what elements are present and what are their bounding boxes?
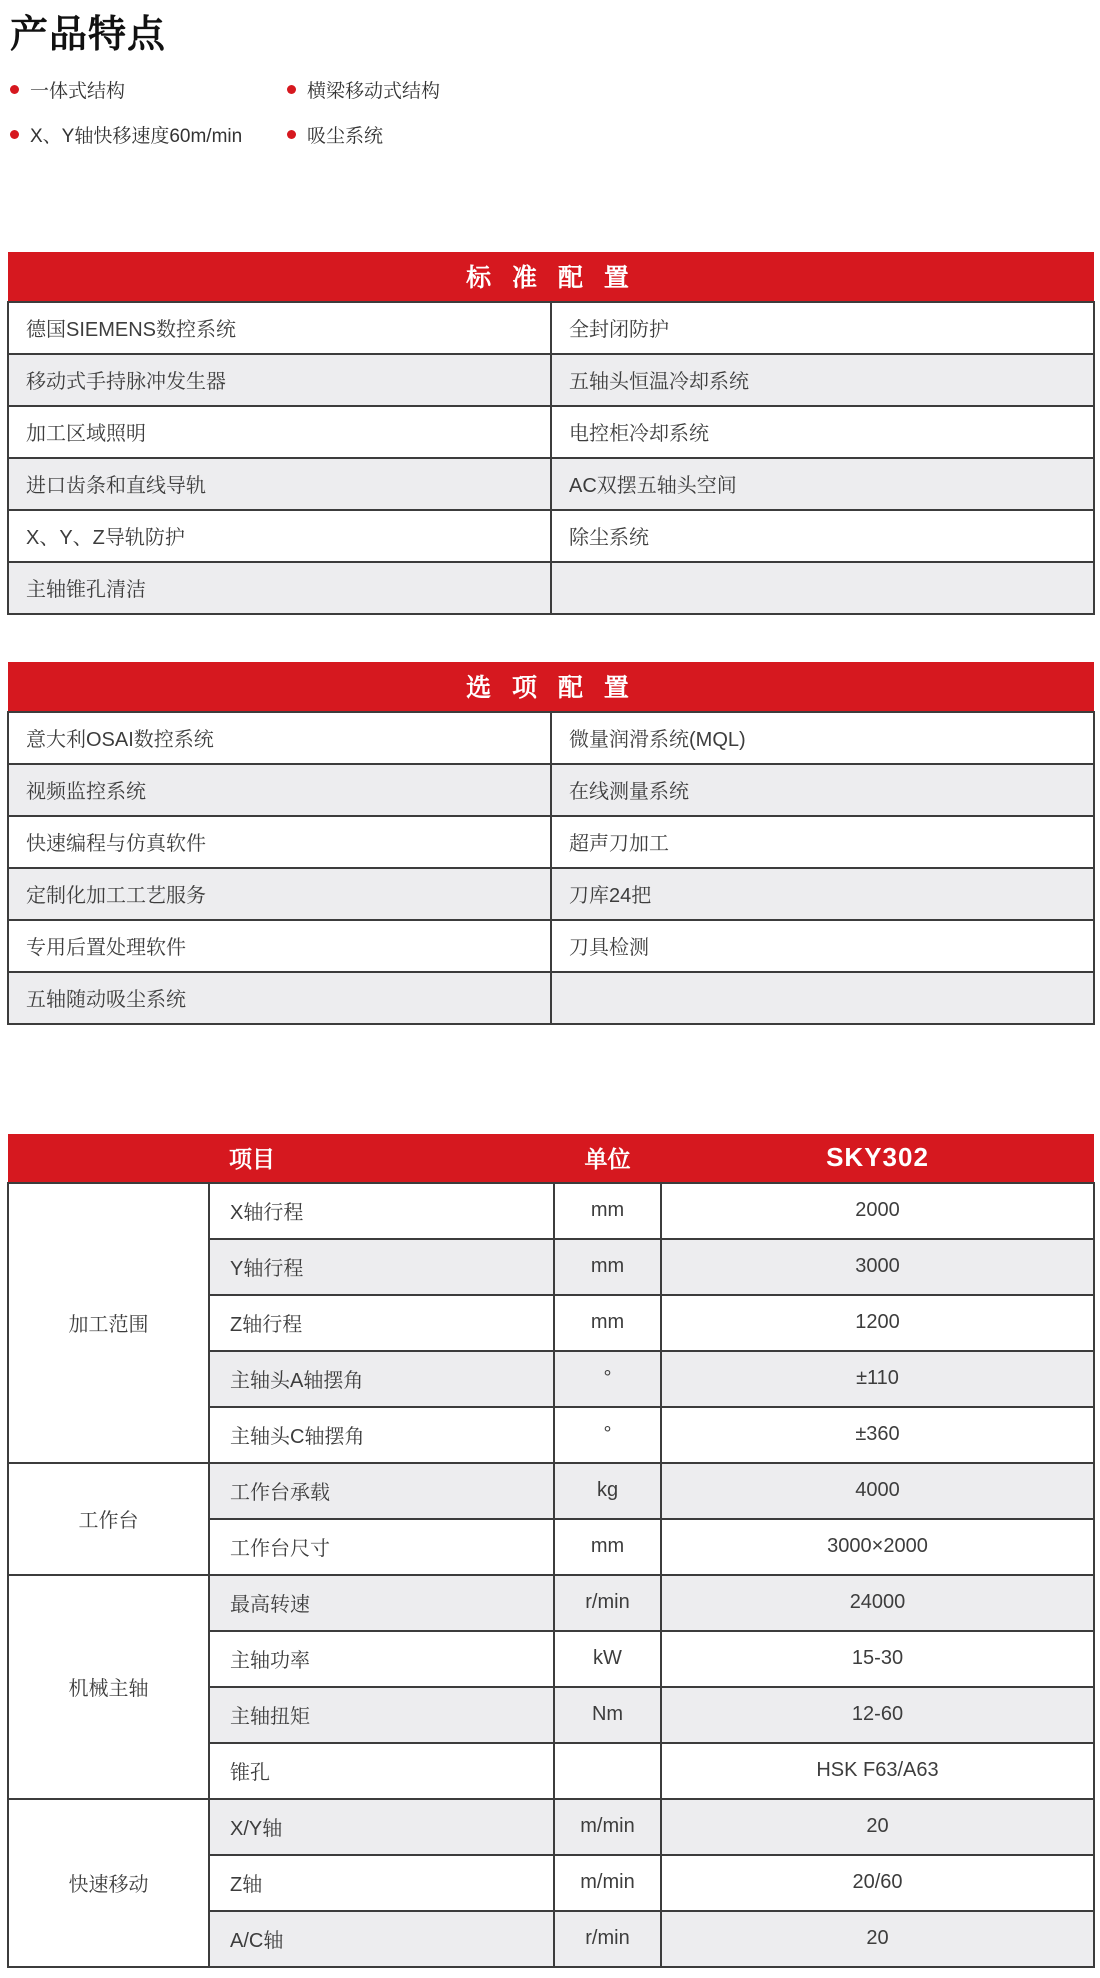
config-cell: 刀具检测 (551, 920, 1094, 972)
spec-header-model: SKY302 (661, 1134, 1094, 1183)
spec-value-cell: 24000 (661, 1575, 1094, 1631)
config-row (8, 764, 1094, 816)
spec-value-cell: 20/60 (661, 1855, 1094, 1911)
page-title: 产品特点 (10, 14, 167, 56)
config-row (8, 972, 1094, 1024)
spec-item-cell: Y轴行程 (209, 1239, 554, 1295)
spec-category-cell: 工作台 (8, 1463, 209, 1575)
spec-item-cell: 工作台尺寸 (209, 1519, 554, 1575)
spec-row (8, 1183, 1094, 1239)
spec-unit-cell: r/min (554, 1575, 661, 1631)
config-cell: 微量润滑系统(MQL) (551, 712, 1094, 764)
spec-value-cell: 4000 (661, 1463, 1094, 1519)
spec-value-cell: 2000 (661, 1183, 1094, 1239)
spec-row (8, 1799, 1094, 1855)
spec-table (7, 1134, 1095, 1968)
spec-unit-cell (554, 1743, 661, 1799)
spec-unit-cell: kW (554, 1631, 661, 1687)
config-cell: 超声刀加工 (551, 816, 1094, 868)
config-row (8, 712, 1094, 764)
spec-unit-cell: mm (554, 1239, 661, 1295)
config-row (8, 406, 1094, 458)
feature-item (10, 121, 287, 148)
spec-item-cell: A/C轴 (209, 1911, 554, 1967)
config-cell: 加工区域照明 (8, 406, 551, 458)
config-cell (551, 562, 1094, 614)
spec-row (8, 1463, 1094, 1519)
config-cell: 快速编程与仿真软件 (8, 816, 551, 868)
spec-value-cell: 15-30 (661, 1631, 1094, 1687)
spec-item-cell: X轴行程 (209, 1183, 554, 1239)
config-cell: 视频监控系统 (8, 764, 551, 816)
feature-list (10, 76, 1093, 148)
spec-item-cell: 主轴头C轴摆角 (209, 1407, 554, 1463)
config-cell: 电控柜冷却系统 (551, 406, 1094, 458)
spec-unit-cell: m/min (554, 1855, 661, 1911)
optional-config-title: 选 项 配 置 (8, 662, 1094, 712)
feature-item (287, 121, 707, 148)
feature-label: X、Y轴快移速度60m/min (30, 125, 243, 147)
config-cell: 在线测量系统 (551, 764, 1094, 816)
config-row (8, 510, 1094, 562)
spec-value-cell: 20 (661, 1911, 1094, 1967)
spec-item-cell: 最高转速 (209, 1575, 554, 1631)
spec-value-cell: 1200 (661, 1295, 1094, 1351)
config-row (8, 920, 1094, 972)
spec-header-category-spacer (8, 1134, 209, 1183)
config-cell: 五轴随动吸尘系统 (8, 972, 551, 1024)
feature-item (10, 76, 287, 103)
spec-item-cell: 主轴头A轴摆角 (209, 1351, 554, 1407)
config-row (8, 562, 1094, 614)
spec-unit-cell: ° (554, 1407, 661, 1463)
spec-header-item: 项目 (209, 1134, 554, 1183)
config-row (8, 354, 1094, 406)
bullet-icon (287, 85, 296, 94)
spec-unit-cell: r/min (554, 1911, 661, 1967)
spec-header-unit: 单位 (554, 1134, 661, 1183)
spec-unit-cell: ° (554, 1351, 661, 1407)
spec-category-cell: 快速移动 (8, 1799, 209, 1967)
config-cell: 全封闭防护 (551, 302, 1094, 354)
spec-value-cell: ±360 (661, 1407, 1094, 1463)
config-row (8, 816, 1094, 868)
feature-label: 横梁移动式结构 (307, 80, 441, 102)
spec-item-cell: Z轴 (209, 1855, 554, 1911)
config-cell: X、Y、Z导轨防护 (8, 510, 551, 562)
config-cell: 刀库24把 (551, 868, 1094, 920)
spec-unit-cell: mm (554, 1295, 661, 1351)
spec-unit-cell: mm (554, 1183, 661, 1239)
config-cell: 主轴锥孔清洁 (8, 562, 551, 614)
spec-unit-cell: mm (554, 1519, 661, 1575)
config-cell: 进口齿条和直线导轨 (8, 458, 551, 510)
config-row (8, 868, 1094, 920)
config-cell: 移动式手持脉冲发生器 (8, 354, 551, 406)
config-row (8, 458, 1094, 510)
spec-item-cell: 锥孔 (209, 1743, 554, 1799)
feature-label: 吸尘系统 (307, 125, 384, 147)
optional-config-table (7, 662, 1095, 1025)
spec-value-cell: 3000×2000 (661, 1519, 1094, 1575)
spec-item-cell: X/Y轴 (209, 1799, 554, 1855)
spec-unit-cell: m/min (554, 1799, 661, 1855)
config-cell (551, 972, 1094, 1024)
spec-value-cell: 3000 (661, 1239, 1094, 1295)
spec-category-cell: 机械主轴 (8, 1575, 209, 1799)
spec-category-cell: 加工范围 (8, 1183, 209, 1463)
spec-unit-cell: kg (554, 1463, 661, 1519)
bullet-icon (10, 130, 19, 139)
spec-unit-cell: Nm (554, 1687, 661, 1743)
config-cell: 德国SIEMENS数控系统 (8, 302, 551, 354)
spec-value-cell: 20 (661, 1799, 1094, 1855)
config-row (8, 302, 1094, 354)
config-cell: 意大利OSAI数控系统 (8, 712, 551, 764)
standard-config-title: 标 准 配 置 (8, 252, 1094, 302)
spec-item-cell: Z轴行程 (209, 1295, 554, 1351)
config-cell: 五轴头恒温冷却系统 (551, 354, 1094, 406)
spec-item-cell: 工作台承载 (209, 1463, 554, 1519)
config-cell: 专用后置处理软件 (8, 920, 551, 972)
spec-value-cell: HSK F63/A63 (661, 1743, 1094, 1799)
bullet-icon (287, 130, 296, 139)
spec-value-cell: ±110 (661, 1351, 1094, 1407)
standard-config-table (7, 252, 1095, 615)
feature-label: 一体式结构 (30, 80, 126, 102)
feature-item (287, 76, 707, 103)
spec-header-row (8, 1134, 1094, 1183)
config-cell: 定制化加工工艺服务 (8, 868, 551, 920)
config-cell: AC双摆五轴头空间 (551, 458, 1094, 510)
bullet-icon (10, 85, 19, 94)
config-cell: 除尘系统 (551, 510, 1094, 562)
spec-item-cell: 主轴扭矩 (209, 1687, 554, 1743)
spec-row (8, 1575, 1094, 1631)
spec-value-cell: 12-60 (661, 1687, 1094, 1743)
spec-item-cell: 主轴功率 (209, 1631, 554, 1687)
